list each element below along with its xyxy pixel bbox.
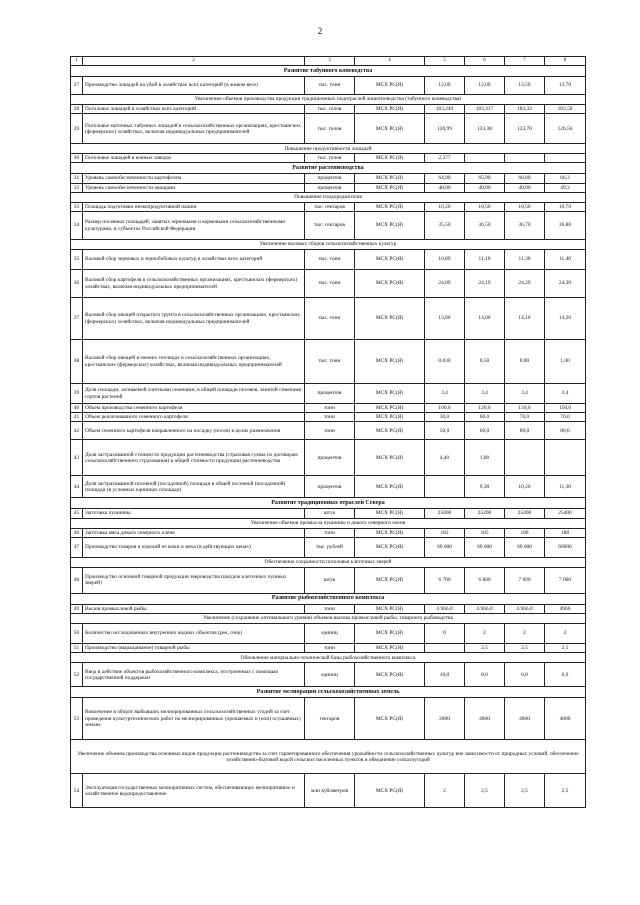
table-row [71,174,586,183]
value-cell: 150,0 [505,404,545,413]
table-row [71,440,586,476]
table-row [71,537,586,557]
indicators-table [70,56,586,808]
value-cell: 10,0 [425,663,465,687]
row-number: 36 [71,270,83,298]
value-cell: 60,0 [465,413,505,422]
row-number: 52 [71,663,83,687]
indicator-name: Ввод в действие объектов рыбохозяйственного комплекса, построенных с помощью государственной поддержки [83,663,305,687]
row-number: 42 [71,422,83,440]
value-cell: 3,4 [465,384,505,404]
value-cell: 2 [545,624,586,644]
value-cell: 2 [505,624,545,644]
value-cell: 4,40 [425,440,465,476]
subsection-title: Увеличение (сохранение оптимального уровня) объемов вылова промысловой рыбы, товарного рыбоводства [71,614,586,624]
value-cell: 11,40 [545,250,586,270]
row-number: 49 [71,604,83,613]
column-number: 2 [83,57,305,66]
value-cell [425,644,465,653]
value-cell [545,440,586,476]
subsection-title: Повышение продуктивности лошадей [71,144,586,154]
source-cell: МСХ РС(Я) [355,698,425,740]
column-number: 3 [305,57,355,66]
indicator-name: Объем реализованного семенного картофеля [83,413,305,422]
value-cell: 183,50 [545,105,586,114]
indicator-name: Валовой сбор овощей открытого грунта в сельскохозяйственных организациях, крестьянских (фермерских) хозяйствах, включая индивидуальных предпринимателей [83,298,305,340]
value-cell: 14,00 [465,298,505,340]
column-number: 6 [465,57,505,66]
table-row [71,384,586,404]
value-cell: 2,5 [465,644,505,653]
value-cell: 24,20 [505,270,545,298]
value-cell: 25400 [505,509,545,518]
table-row [71,624,586,644]
row-number: 47 [71,537,83,557]
source-cell: МСХ РС(Я) [355,174,425,183]
section-heading [71,687,586,698]
unit-cell: штук [305,567,355,593]
source-cell: МСХ РС(Я) [355,77,425,95]
source-cell: МСХ РС(Я) [355,212,425,240]
value-cell: 183,317 [465,105,505,114]
value-cell: 49,3 [545,183,586,192]
value-cell: 123,70 [505,114,545,144]
value-cell: 60,0 [465,422,505,440]
subsection-heading [71,518,586,528]
subsection-heading [71,614,586,624]
indicator-name: Количество исследованных внутренних водных объектов (рек, озер) [83,624,305,644]
table-row [71,413,586,422]
value-cell: 0,80 [505,340,545,384]
value-cell: 60 000 [505,537,545,557]
row-number: 54 [71,774,83,808]
value-cell: 2,5 [505,644,545,653]
table-row [71,105,586,114]
unit-cell: тыс. рублей [305,537,355,557]
section-title: Развитие рыбохозяйственного комплекса [71,593,586,604]
value-cell: 24,10 [465,270,505,298]
section-title: Развитие табунного коневодства [71,66,586,77]
indicator-name: Вовлечение в оборот выбывших мелиорированных сельскохозяйственных угодий за счет проведения культуртехнических работ на мелиорированных (орошаемых и (или) осушаемых) землях [83,698,305,740]
column-number-row [71,57,586,66]
source-cell: МСХ РС(Я) [355,624,425,644]
source-cell: МСХ РС(Я) [355,340,425,384]
value-cell: 2,5 [545,644,586,653]
source-cell: МСХ РС(Я) [355,250,425,270]
source-cell: МСХ РС(Я) [355,202,425,211]
indicator-name: Доля застрахованной посевной (посадочной) площади в общей посевной (посадочной) площади (в условных единицах площади) [83,476,305,498]
table-row [71,698,586,740]
subsection-heading [71,192,586,202]
unit-cell: процентов [305,476,355,498]
indicator-name: Поголовье маточных табунных лошадей в сельскохозяйственных организациях, крестьянских (фермерских) хозяйствах, включая индивидуальных предпринимателей [83,114,305,144]
indicator-name: Валовой сбор овощей в зимних теплицах в сельскохозяйственных организациях, крестьянских (фермерских) хозяйствах, включая индивидуальных предпринимателей [83,340,305,384]
value-cell: 50,0 [425,422,465,440]
indicator-name: Поголовье лошадей в хозяйствах всех категорий [83,105,305,114]
table-row [71,77,586,95]
page-number: 2 [317,26,323,36]
column-number: 5 [425,57,465,66]
subsection-heading [71,95,586,105]
value-cell: 13,80 [425,298,465,340]
value-cell: 6,0 [545,663,586,687]
indicator-name: Эксплуатация государственных мелиоративных систем, обеспечивающих мелиоративное и хозяйственное водопредоставление [83,774,305,808]
unit-cell: тыс. тонн [305,340,355,384]
value-cell: 70,0 [545,413,586,422]
unit-cell: тыс. голов [305,154,355,163]
subsection-title: Увеличение объемов производства продукции традиционных подотраслей животноводства (табунного коневодства) [71,95,586,105]
row-number: 48 [71,567,83,593]
value-cell: 60000 [545,537,586,557]
value-cell: 35,50 [425,212,465,240]
value-cell: 2000 [425,698,465,740]
unit-cell: тонн [305,422,355,440]
value-cell [505,154,545,163]
value-cell: 183,32 [505,105,545,114]
row-number: 44 [71,476,83,498]
unit-cell: процентов [305,174,355,183]
table-row [71,250,586,270]
value-cell: 49,00 [505,183,545,192]
unit-cell: штук [305,509,355,518]
indicator-name: Производство лошадей на убой в хозяйствах всех категорий (в живом весе) [83,77,305,95]
value-cell: 2,5 [545,774,586,808]
value-cell: 80,0 [545,422,586,440]
value-cell: 12,00 [425,77,465,95]
unit-cell: тонн [305,404,355,413]
value-cell: 14,20 [545,298,586,340]
table-row [71,298,586,340]
table-row [71,644,586,653]
indicator-name: Уровень самообеспеченности картофелем [83,174,305,183]
table-row [71,663,586,687]
indicator-name: Объем семенного картофеля направленного на посадку (посев) в целях размножения [83,422,305,440]
unit-cell: тыс. тонн [305,270,355,298]
section-heading [71,498,586,509]
value-cell: 14,10 [505,298,545,340]
row-number: 31 [71,174,83,183]
indicator-name: Валовой сбор зерновых и зернобобовых культур в хозяйствах всех категорий [83,250,305,270]
row-number: 33 [71,202,83,211]
value-cell: 4000 [505,698,545,740]
source-cell: МСХ РС(Я) [355,270,425,298]
value-cell: 25200 [465,509,505,518]
value-cell: 2 [465,624,505,644]
table-row [71,340,586,384]
row-number: 41 [71,413,83,422]
subsection-title: Увеличение объемов промысла пушнины и дикого северного оленя [71,518,586,528]
subsection-heading [71,653,586,663]
value-cell [465,154,505,163]
value-cell: 2,5 [505,774,545,808]
value-cell: 66,3 [545,174,586,183]
table-row [71,528,586,537]
indicator-name: Валовой сбор картофеля в сельскохозяйственных организациях, крестьянских (фермерских) хозяйствах, включая индивидуальных предпринимателей [83,270,305,298]
value-cell: 49,00 [465,183,505,192]
value-cell: 182 [425,528,465,537]
value-cell [425,476,465,498]
value-cell: 183,249 [425,105,465,114]
table-row [71,567,586,593]
value-cell: 64,90 [425,174,465,183]
value-cell: 4000 [465,698,505,740]
value-cell: 6 800 [465,567,505,593]
value-cell: 25400 [545,509,586,518]
value-cell: 2,377 [425,154,465,163]
value-cell: 9,30 [465,476,505,498]
unit-cell: единиц [305,624,355,644]
table-row [71,422,586,440]
source-cell: МСХ РС(Я) [355,298,425,340]
value-cell: 8,0 [465,663,505,687]
value-cell: 4 966,0 [425,604,465,613]
row-number: 53 [71,698,83,740]
table-row [71,476,586,498]
value-cell: 2,5 [465,774,505,808]
table-row [71,212,586,240]
unit-cell: гектаров [305,698,355,740]
row-number: 45 [71,509,83,518]
unit-cell: тыс. гектаров [305,202,355,211]
table-row [71,114,586,144]
value-cell: 1,00 [545,340,586,384]
table-row [71,404,586,413]
subsection-title: Повышение плодородия почв [71,192,586,202]
value-cell: 36,70 [505,212,545,240]
value-cell: 12,00 [465,77,505,95]
indicator-name: Доля площади, засеваемой элитными семенами, в общей площади посевов, занятой семенами сортов растений [83,384,305,404]
unit-cell: единиц [305,663,355,687]
value-cell: 188 [545,528,586,537]
source-cell: МСХ РС(Я) [355,384,425,404]
row-number: 35 [71,250,83,270]
value-cell: 120,99 [425,114,465,144]
value-cell: 3,4 [545,384,586,404]
source-cell: МСХ РС(Я) [355,567,425,593]
value-cell: 13,70 [545,77,586,95]
value-cell: 123,38 [465,114,505,144]
section-heading [71,66,586,77]
value-cell: 24,30 [545,270,586,298]
value-cell: 120,0 [465,404,505,413]
source-cell: МСХ РС(Я) [355,644,425,653]
value-cell: 4 966,0 [505,604,545,613]
value-cell: 4966 [545,604,586,613]
indicator-name: Вылов промысловой рыбы [83,604,305,613]
source-cell: МСХ РС(Я) [355,476,425,498]
value-cell: 36,50 [465,212,505,240]
indicator-name: Площадь подготовки низкопродуктивной пашни [83,202,305,211]
row-number: 32 [71,183,83,192]
value-cell: 10,70 [545,202,586,211]
unit-cell: тонн [305,604,355,613]
value-cell: 6,0 [505,663,545,687]
value-cell: 36,80 [545,212,586,240]
source-cell: МСХ РС(Я) [355,183,425,192]
source-cell: МСХ РС(Я) [355,604,425,613]
table-row [71,509,586,518]
value-cell: 30,0 [425,413,465,422]
value-cell: 10,80 [425,250,465,270]
source-cell: МСХ РС(Я) [355,154,425,163]
table-row [71,604,586,613]
indicator-name: Заготовка пушнины [83,509,305,518]
row-number: 28 [71,105,83,114]
value-cell: 3,4 [425,384,465,404]
row-number: 30 [71,154,83,163]
row-number: 50 [71,624,83,644]
value-cell: 188 [505,528,545,537]
value-cell: 48,00 [425,183,465,192]
value-cell: 11,10 [465,250,505,270]
indicator-name: Объем производства семенного картофеля [83,404,305,413]
unit-cell: тыс. тонн [305,77,355,95]
value-cell: 3,4 [505,384,545,404]
value-cell: 25000 [425,509,465,518]
value-cell: 60 000 [425,537,465,557]
table-row [71,183,586,192]
value-cell: 150,0 [545,404,586,413]
value-cell: 4000 [545,698,586,740]
section-title: Развитие мелиорации сельскохозяйственных земель [71,687,586,698]
value-cell: 0,50 [465,340,505,384]
source-cell: МСХ РС(Я) [355,413,425,422]
subsection-title: Увеличение валовых сборов сельскохозяйственных культур [71,240,586,250]
table-row [71,154,586,163]
table-row [71,270,586,298]
row-number: 51 [71,644,83,653]
unit-cell: процентов [305,384,355,404]
value-cell: 70,0 [505,413,545,422]
row-number: 34 [71,212,83,240]
value-cell [545,154,586,163]
unit-cell: процентов [305,183,355,192]
section-heading [71,593,586,604]
source-cell: МСХ РС(Я) [355,663,425,687]
unit-cell: тыс. тонн [305,298,355,340]
value-cell: 1,80 [465,440,505,476]
row-number: 46 [71,528,83,537]
source-cell: МСХ РС(Я) [355,774,425,808]
column-number: 8 [545,57,586,66]
row-number: 27 [71,77,83,95]
value-cell: 0 [425,624,465,644]
value-cell: 7 000 [505,567,545,593]
value-cell: 13,50 [505,77,545,95]
value-cell: 100,0 [425,404,465,413]
row-number: 43 [71,440,83,476]
source-cell: МСХ РС(Я) [355,114,425,144]
source-cell: МСХ РС(Я) [355,422,425,440]
value-cell [505,440,545,476]
value-cell: 60 000 [465,537,505,557]
indicator-name: Доля застрахованной стоимости продукции растениеводства (страховая сумма по договорам сельскохозяйственного страхования) в общей стоимости продукции растениеводства [83,440,305,476]
value-cell: 2 [425,774,465,808]
indicator-name: Поголовье лошадей в конных заводах [83,154,305,163]
value-cell: 10,20 [505,476,545,498]
unit-cell: тонн [305,413,355,422]
row-number: 39 [71,384,83,404]
subsection-heading [71,144,586,154]
row-number: 40 [71,404,83,413]
subsection-heading [71,240,586,250]
value-cell: 7 000 [545,567,586,593]
value-cell: 11,30 [545,476,586,498]
value-cell: 185 [465,528,505,537]
subsection-title: Обновление материально-технической базы рыбохозяйственного комплекса [71,653,586,663]
value-cell: 24,00 [425,270,465,298]
source-cell: МСХ РС(Я) [355,105,425,114]
column-number: 7 [505,57,545,66]
column-number: 1 [71,57,83,66]
table-body [71,57,586,808]
value-cell: 10,50 [465,202,505,211]
value-cell: 80,0 [505,422,545,440]
subsection-heading [71,740,586,774]
table-row [71,202,586,211]
indicator-name: Размер посевных площадей, занятых зерновыми и кормовыми сельскохозяйственными культурами, в субъектах Российской Федерации [83,212,305,240]
row-number: 29 [71,114,83,144]
subsection-title: Увеличение объемов производства основных видов продукции растениеводства за счет гарантированного обеспечения урожайности сельскохозяйственных культур вне зависимости от природных условий, обеспечение хозяйственно-бытовой водой сельских населенных пунктов и обводнение сельхозугодий [71,740,586,774]
value-cell: 4 966,0 [465,604,505,613]
value-cell: 0,030 [425,340,465,384]
unit-cell: тонн [305,528,355,537]
value-cell: 10,50 [505,202,545,211]
indicator-name: Производство основной товарной продукции звероводства (шкурок клеточных пушных зверей) [83,567,305,593]
row-number: 38 [71,340,83,384]
value-cell: 6 700 [425,567,465,593]
unit-cell: процентов [305,440,355,476]
row-number: 37 [71,298,83,340]
source-cell: МСХ РС(Я) [355,440,425,476]
table-row [71,774,586,808]
unit-cell: тыс. голов [305,114,355,144]
indicator-name: Производство товаров и изделий из кожи и меха (в действующих ценах) [83,537,305,557]
section-title: Развитие традиционных отраслей Севера [71,498,586,509]
subsection-heading [71,557,586,567]
section-title: Развитие растениеводства [71,163,586,174]
column-number: 4 [355,57,425,66]
subsection-title: Обеспечение сохранности поголовья клеточных зверей [71,557,586,567]
source-cell: МСХ РС(Я) [355,537,425,557]
unit-cell: тыс. тонн [305,250,355,270]
unit-cell: тыс. гектаров [305,212,355,240]
value-cell: 65,90 [465,174,505,183]
source-cell: МСХ РС(Я) [355,528,425,537]
indicator-name: Производство (выращивание) товарной рыбы [83,644,305,653]
source-cell: МСХ РС(Я) [355,509,425,518]
value-cell: 11,30 [505,250,545,270]
section-heading [71,163,586,174]
unit-cell: млн кубометров [305,774,355,808]
value-cell: 66,00 [505,174,545,183]
indicator-name: Заготовка мяса дикого северного оленя [83,528,305,537]
value-cell: 126,56 [545,114,586,144]
value-cell: 10,20 [425,202,465,211]
source-cell: МСХ РС(Я) [355,404,425,413]
unit-cell: тонн [305,644,355,653]
unit-cell: тыс. голов [305,105,355,114]
indicator-name: Уровень самообеспеченности овощами [83,183,305,192]
